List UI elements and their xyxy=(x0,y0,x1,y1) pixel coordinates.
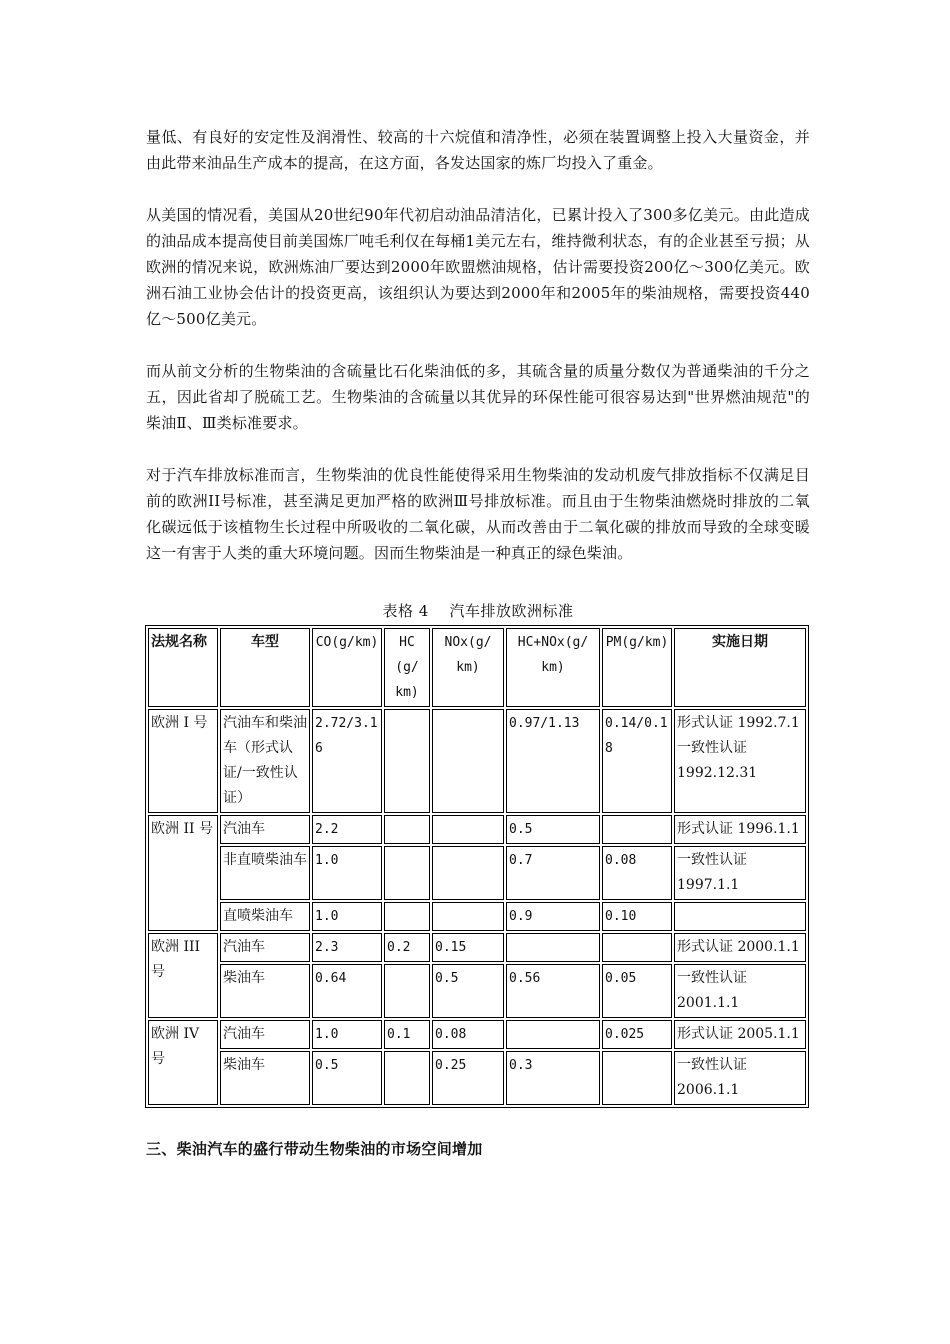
hc-value: 0.2 xyxy=(384,933,430,962)
emission-standards-table xyxy=(145,625,809,1108)
effective-date: 形式认证 2005.1.1 xyxy=(674,1020,806,1049)
table-row xyxy=(148,1051,806,1105)
table-row xyxy=(148,964,806,1018)
regulation-name: 欧洲 I 号 xyxy=(148,709,218,813)
table-row xyxy=(148,709,806,813)
header-co: CO(g/km) xyxy=(312,628,382,707)
hc-value xyxy=(384,902,430,931)
nox-value xyxy=(432,902,504,931)
hc-value xyxy=(384,846,430,900)
header-regulation: 法规名称 xyxy=(148,628,218,707)
nox-value: 0.15 xyxy=(432,933,504,962)
paragraph-3: 而从前文分析的生物柴油的含硫量比石化柴油低的多，其硫含量的质量分数仅为普通柴油的千分之五，因此省却了脱硫工艺。生物柴油的含硫量以其优异的环保性能可很容易达到"世界燃油规范"的柴油Ⅱ、Ⅲ类标准要求。 xyxy=(146,362,810,432)
hc-value xyxy=(384,815,430,844)
vehicle-type: 非直喷柴油车 xyxy=(220,846,310,900)
table-row xyxy=(148,1020,806,1049)
header-nox: NOx(g/ km) xyxy=(432,628,504,707)
pm-value: 0.05 xyxy=(602,964,672,1018)
table-row xyxy=(148,933,806,962)
header-hc: HC (g/ km) xyxy=(384,628,430,707)
co-value: 0.5 xyxy=(312,1051,382,1105)
table-row xyxy=(148,846,806,900)
nox-value xyxy=(432,846,504,900)
hc-value xyxy=(384,964,430,1018)
vehicle-type: 汽油车 xyxy=(220,815,310,844)
header-vehicle-type: 车型 xyxy=(220,628,310,707)
hc-nox-value: 0.7 xyxy=(506,846,600,900)
regulation-name: 欧洲 II 号 xyxy=(148,815,218,931)
nox-value: 0.5 xyxy=(432,964,504,1018)
hc-value xyxy=(384,1051,430,1105)
vehicle-type: 柴油车 xyxy=(220,1051,310,1105)
nox-value xyxy=(432,815,504,844)
table-header-row xyxy=(148,628,806,707)
paragraph-2: 从美国的情况看，美国从20世纪90年代初启动油品清洁化，已累计投入了300多亿美元。由此造成的油品成本提高使目前美国炼厂吨毛利仅在每桶1美元左右，维持微利状态，有的企业甚至亏损；从欧洲的情况来说，欧洲炼油厂要达到2000年欧盟燃油规格，估计需要投资200亿～300亿美元。欧洲石油工业协会估计的投资更高，该组织认为要达到2000年和2005年的柴油规格，需要投资440亿～500亿美元。 xyxy=(146,206,810,328)
co-value: 1.0 xyxy=(312,846,382,900)
co-value: 1.0 xyxy=(312,1020,382,1049)
co-value: 1.0 xyxy=(312,902,382,931)
nox-value: 0.25 xyxy=(432,1051,504,1105)
vehicle-type: 柴油车 xyxy=(220,964,310,1018)
header-pm: PM(g/km) xyxy=(602,628,672,707)
table-row xyxy=(148,815,806,844)
nox-value: 0.08 xyxy=(432,1020,504,1049)
table-row xyxy=(148,902,806,931)
hc-nox-value: 0.56 xyxy=(506,964,600,1018)
pm-value xyxy=(602,1051,672,1105)
hc-nox-value xyxy=(506,933,600,962)
pm-value xyxy=(602,815,672,844)
effective-date: 一致性认证 2006.1.1 xyxy=(674,1051,806,1105)
hc-nox-value: 0.3 xyxy=(506,1051,600,1105)
paragraph-1: 量低、有良好的安定性及润滑性、较高的十六烷值和清净性，必须在装置调整上投入大量资金，并由此带来油品生产成本的提高，在这方面，各发达国家的炼厂均投入了重金。 xyxy=(146,128,810,172)
co-value: 0.64 xyxy=(312,964,382,1018)
hc-value xyxy=(384,709,430,813)
header-date: 实施日期 xyxy=(674,628,806,707)
pm-value: 0.14/0.18 xyxy=(602,709,672,813)
co-value: 2.3 xyxy=(312,933,382,962)
effective-date: 一致性认证 2001.1.1 xyxy=(674,964,806,1018)
header-hc-nox: HC+NOx(g/ km) xyxy=(506,628,600,707)
table-caption: 表格 4 汽车排放欧洲标准 xyxy=(382,602,574,620)
effective-date: 形式认证 1992.7.1 一致性认证 1992.12.31 xyxy=(674,709,806,813)
pm-value xyxy=(602,933,672,962)
pm-value: 0.10 xyxy=(602,902,672,931)
regulation-name: 欧洲 IV 号 xyxy=(148,1020,218,1105)
document-page xyxy=(146,124,810,1159)
regulation-name: 欧洲 III 号 xyxy=(148,933,218,1018)
effective-date xyxy=(674,902,806,931)
vehicle-type: 汽油车 xyxy=(220,933,310,962)
paragraph-4: 对于汽车排放标准而言，生物柴油的优良性能使得采用生物柴油的发动机废气排放指标不仅满足目前的欧洲II号标准，甚至满足更加严格的欧洲Ⅲ号排放标准。而且由于生物柴油燃烧时排放的二氧化碳远低于该植物生长过程中所吸收的二氧化碳，从而改善由于二氧化碳的排放而导致的全球变暖这一有害于人类的重大环境问题。因而生物柴油是一种真正的绿色柴油。 xyxy=(146,466,810,562)
vehicle-type: 汽油车和柴油车（形式认证/一致性认证） xyxy=(220,709,310,813)
section-heading: 三、柴油汽车的盛行带动生物柴油的市场空间增加 xyxy=(146,1140,483,1158)
effective-date: 形式认证 1996.1.1 xyxy=(674,815,806,844)
pm-value: 0.08 xyxy=(602,846,672,900)
effective-date: 形式认证 2000.1.1 xyxy=(674,933,806,962)
vehicle-type: 汽油车 xyxy=(220,1020,310,1049)
pm-value: 0.025 xyxy=(602,1020,672,1049)
vehicle-type: 直喷柴油车 xyxy=(220,902,310,931)
nox-value xyxy=(432,709,504,813)
hc-nox-value: 0.97/1.13 xyxy=(506,709,600,813)
hc-nox-value: 0.9 xyxy=(506,902,600,931)
effective-date: 一致性认证 1997.1.1 xyxy=(674,846,806,900)
co-value: 2.2 xyxy=(312,815,382,844)
hc-nox-value xyxy=(506,1020,600,1049)
hc-value: 0.1 xyxy=(384,1020,430,1049)
hc-nox-value: 0.5 xyxy=(506,815,600,844)
co-value: 2.72/3.16 xyxy=(312,709,382,813)
